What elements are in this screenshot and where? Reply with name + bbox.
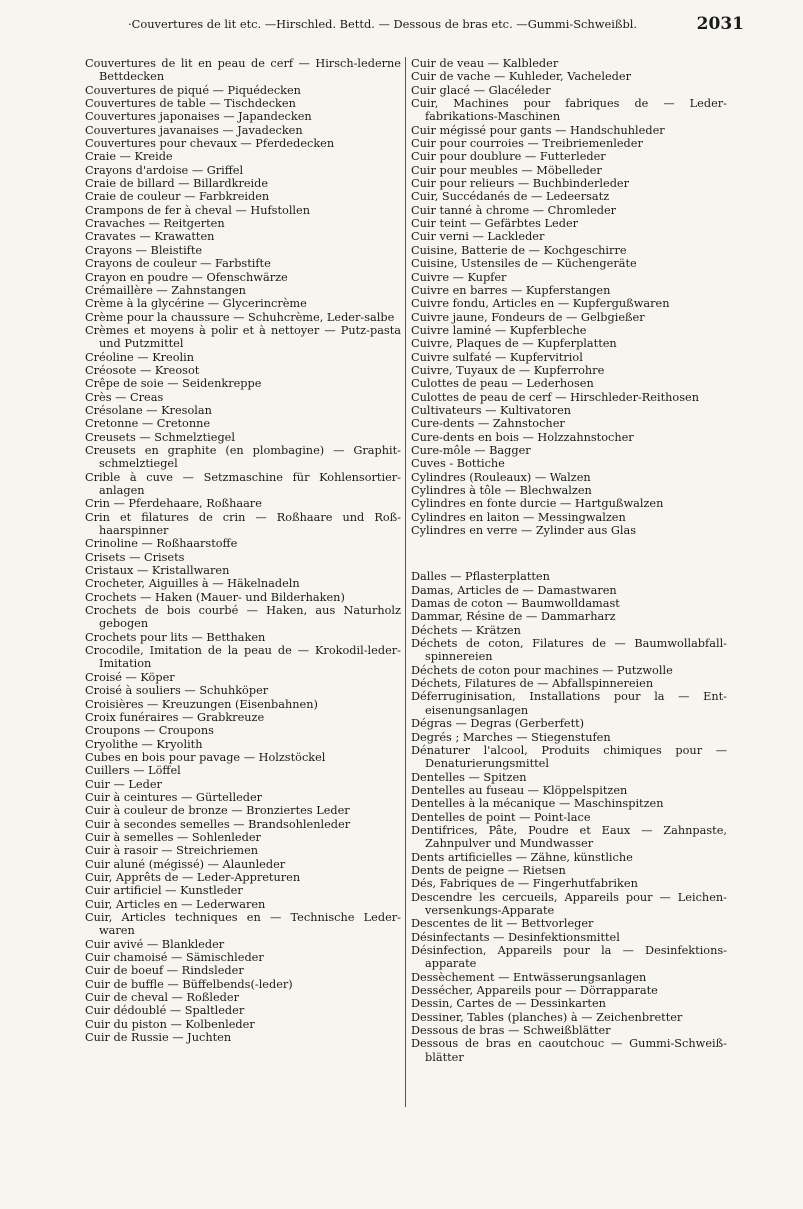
index-entry: Couvertures de lit en peau de cerf — Hirsch-lederne Bettdecken <box>85 57 401 84</box>
index-entry: Cuir pour doublure — Futterleder <box>411 150 606 164</box>
index-entry: Dessin, Cartes de — Dessinkarten <box>411 997 606 1011</box>
index-entry: Déchets de coton pour machines — Putzwolle <box>411 663 673 677</box>
index-entry: Cuivre laminé — Kupferbleche <box>411 323 587 337</box>
left-column <box>85 57 401 1044</box>
index-entry: Cuisine, Batterie de — Kochgeschirre <box>411 243 627 257</box>
index-entry: Cure-môle — Bagger <box>411 443 531 457</box>
index-entry: Cylindres en fonte durcie — Hartgußwalzen <box>411 497 664 511</box>
index-entry: Cravaches — Reitgerten <box>85 217 225 231</box>
index-entry: Crochets pour lits — Betthaken <box>85 630 266 644</box>
index-entry: Crèmes et moyens à polir et à nettoyer — Putz-pasta und Putzmittel <box>85 323 401 351</box>
index-entry: Dégras — Degras (Gerberfett) <box>411 717 585 731</box>
index-entry: Crocodile, Imitation de la peau de — Krokodil-leder-Imitation <box>85 644 401 671</box>
index-entry: Crisets — Crisets <box>85 550 185 564</box>
index-entry: Déchets de coton, Filatures de — Baumwollabfall-spinnereien <box>411 637 727 664</box>
index-entry: Descendre les cercueils, Appareils pour — Leichen-versenkungs-Apparate <box>411 890 727 917</box>
index-entry: Cuivre jaune, Fondeurs de — Gelbgießer <box>411 310 645 324</box>
index-entry: Dalles — Pflasterplatten <box>411 570 550 584</box>
page-number: 2031 <box>696 14 744 34</box>
index-entry: Creusets en graphite (en plombagine) — Graphit-schmelztiegel <box>85 443 401 471</box>
index-entry: Cuir pour relieurs — Buchbinderleder <box>411 177 630 191</box>
index-entry: Craie de billard — Billardkreide <box>85 177 269 191</box>
index-entry: Crème pour la chaussure — Schuhcrème, Leder-salbe <box>85 310 395 324</box>
index-entry: Cuir tanné à chrome — Chromleder <box>411 203 617 217</box>
column-divider <box>405 57 406 1107</box>
index-entry: Degrés ; Marches — Stiegenstufen <box>411 730 611 744</box>
index-entry: Croisé à souliers — Schuhköper <box>85 684 269 698</box>
index-entry: Créoline — Kreolin <box>85 350 195 364</box>
index-entry: Cuves - Bottiche <box>411 457 505 471</box>
index-entry: Crayons — Bleistifte <box>85 243 203 257</box>
index-entry: Dessiner, Tables (planches) à — Zeichenbretter <box>411 1010 683 1024</box>
index-entry: Dents de peigne — Rietsen <box>411 863 566 877</box>
index-entry: Croisé — Köper <box>85 670 175 684</box>
index-entry: Cuir de Russie — Juchten <box>85 1031 232 1045</box>
index-entry: Couvertures japonaises — Japandecken <box>85 110 312 124</box>
index-entry: Craie de couleur — Farbkreiden <box>85 190 270 204</box>
index-entry: Cuir verni — Lackleder <box>411 230 545 244</box>
index-entry: Dénaturer l'alcool, Produits chimiques pour — Denaturierungsmittel <box>411 743 727 771</box>
index-entry: Descentes de lit — Bettvorleger <box>411 917 594 931</box>
index-entry: Crinoline — Roßhaarstoffe <box>85 537 238 551</box>
index-entry: Cuir à semelles — Sohlenleder <box>85 830 261 844</box>
index-entry: Crampons de fer à cheval — Hufstollen <box>85 203 311 217</box>
index-entry: Dentifrices, Pâte, Poudre et Eaux — Zahnpaste, Zahnpulver und Mundwasser <box>411 823 727 851</box>
index-entry: Crin — Pferdehaare, Roßhaare <box>85 497 262 511</box>
index-entry: Dessèchement — Entwässerungsanlagen <box>411 970 647 984</box>
index-entry: Cuir mégissé pour gants — Handschuhleder <box>411 123 665 137</box>
index-entry: Dentelles au fuseau — Klöppelspitzen <box>411 783 628 797</box>
index-entry: Crésolane — Kresolan <box>85 403 212 417</box>
index-entry: Cuir de cheval — Roßleder <box>85 991 239 1005</box>
index-entry: Cuir, Machines pour fabriques de — Leder-fabrikations-Maschinen <box>411 97 727 124</box>
index-entry: Creusets — Schmelztiegel <box>85 430 235 444</box>
section-gap <box>411 537 727 570</box>
index-entry: Cuivre, Tuyaux de — Kupferrohre <box>411 363 605 377</box>
index-entry: Crémaillère — Zahnstangen <box>85 283 246 297</box>
index-entry: Cure-dents en bois — Holzzahnstocher <box>411 430 634 444</box>
index-entry: Cuivre, Plaques de — Kupferplatten <box>411 337 617 351</box>
index-entry: Croupons — Croupons <box>85 724 214 738</box>
index-entry: Couvertures de piqué — Piquédecken <box>85 83 301 97</box>
index-entry: Dammar, Résine de — Dammarharz <box>411 610 616 624</box>
index-entry: Culottes de peau — Lederhosen <box>411 377 594 391</box>
index-entry: Cuir glacé — Glacéleder <box>411 83 551 97</box>
index-entry: Crin et filatures de crin — Roßhaare und Roß-haarspinner <box>85 510 401 538</box>
index-entry: Dentelles — Spitzen <box>411 770 527 784</box>
index-entry: Cuir à secondes semelles — Brandsohlenleder <box>85 817 351 831</box>
index-entry: Cryolithe — Kryolith <box>85 737 203 751</box>
index-entry: Cylindres en laiton — Messingwalzen <box>411 510 626 524</box>
index-entry: Crayons d'ardoise — Griffel <box>85 163 244 177</box>
index-entry: Cuir à ceintures — Gürtelleder <box>85 790 263 804</box>
index-entry: Cuivre fondu, Articles en — Kupfergußwaren <box>411 297 670 311</box>
right-column-section-d <box>411 570 727 1064</box>
index-entry: Cuir chamoisé — Sämischleder <box>85 951 264 965</box>
index-entry: Cuir de veau — Kalbleder <box>411 57 559 70</box>
index-entry: Dessous de bras — Schweißblätter <box>411 1024 611 1038</box>
index-entry: Cylindres (Rouleaux) — Walzen <box>411 470 591 484</box>
index-entry: Cuir avivé — Blankleder <box>85 937 225 951</box>
index-entry: Cure-dents — Zahnstocher <box>411 417 565 431</box>
index-entry: Cuir du piston — Kolbenleder <box>85 1017 255 1031</box>
index-entry: Crocheter, Aiguilles à — Häkelnadeln <box>85 577 300 591</box>
index-entry: Cretonne — Cretonne <box>85 417 211 431</box>
index-entry: Crochets de bois courbé — Haken, aus Naturholz gebogen <box>85 604 401 631</box>
index-entry: Cravates — Krawatten <box>85 230 215 244</box>
index-entry: Crès — Creas <box>85 390 164 404</box>
index-entry: Cultivateurs — Kultivatoren <box>411 403 572 417</box>
index-entry: Cuir dédoublé — Spaltleder <box>85 1004 245 1018</box>
index-entry: Désinfection, Appareils pour la — Desinfektions-apparate <box>411 944 727 971</box>
index-entry: Cristaux — Kristallwaren <box>85 564 230 578</box>
index-entry: Damas de coton — Baumwolldamast <box>411 597 620 611</box>
index-entry: Déchets — Krätzen <box>411 623 521 637</box>
index-entry: Dessous de bras en caoutchouc — Gummi-Schweiß-blätter <box>411 1037 727 1064</box>
index-entry: Désinfectants — Desinfektionsmittel <box>411 930 620 944</box>
index-entry: Cuisine, Ustensiles de — Küchengeräte <box>411 257 637 271</box>
index-entry: Couvertures de table — Tischdecken <box>85 97 296 111</box>
index-entry: Cuir, Apprêts de — Leder-Appreturen <box>85 870 301 884</box>
index-entry: Culottes de peau de cerf — Hirschleder-Reithosen <box>411 390 699 404</box>
index-entry: Damas, Articles de — Damastwaren <box>411 583 617 597</box>
index-entry: Dents artificielles — Zähne, künstliche <box>411 850 633 864</box>
index-entry: Cuir — Leder <box>85 777 162 791</box>
right-column-section-c <box>411 57 727 537</box>
index-entry: Cuir pour meubles — Möbelleder <box>411 163 602 177</box>
index-entry: Cuir, Articles en — Lederwaren <box>85 897 266 911</box>
index-entry: Cuivre en barres — Kupferstangen <box>411 283 611 297</box>
index-entry: Cuir teint — Gefärbtes Leder <box>411 217 579 231</box>
index-entry: Cuir de buffle — Büffelbends(-leder) <box>85 977 293 991</box>
index-entry: Crochets — Haken (Mauer- und Bilderhaken) <box>85 590 345 604</box>
index-entry: Cuir aluné (mégissé) — Alaunleder <box>85 857 286 871</box>
index-entry: Dessécher, Appareils pour — Dörrapparate <box>411 984 658 998</box>
index-entry: Cylindres en verre — Zylinder aus Glas <box>411 524 637 538</box>
index-entry: Craie — Kreide <box>85 150 173 164</box>
index-entry: Cuir à rasoir — Streichriemen <box>85 844 259 858</box>
index-entry: Croisières — Kreuzungen (Eisenbahnen) <box>85 697 318 711</box>
index-entry: Crème à la glycérine — Glycerincrème <box>85 297 307 311</box>
index-entry: Cuir, Succédanés de — Ledeersatz <box>411 190 610 204</box>
index-entry: Cubes en bois pour pavage — Holzstöckel <box>85 750 326 764</box>
index-entry: Cuir artificiel — Kunstleder <box>85 884 243 898</box>
index-entry: Créosote — Kreosot <box>85 363 200 377</box>
index-entry: Cuillers — Löffel <box>85 764 181 778</box>
index-entry: Crible à cuve — Setzmaschine für Kohlensortier-anlagen <box>85 470 401 497</box>
right-column <box>411 57 727 1064</box>
index-entry: Croix funéraires — Grabkreuze <box>85 710 265 724</box>
index-entry: Déchets, Filatures de — Abfallspinnereien <box>411 677 654 691</box>
index-entry: Crêpe de soie — Seidenkreppe <box>85 377 262 391</box>
index-entry: Cuivre — Kupfer <box>411 270 507 284</box>
index-entry: Cylindres à tôle — Blechwalzen <box>411 484 592 497</box>
index-entry: Cuir pour courroies — Treibriemenleder <box>411 137 643 151</box>
index-entry: Cuir de boeuf — Rindsleder <box>85 964 244 978</box>
index-entry: Crayons de couleur — Farbstifte <box>85 257 271 271</box>
running-header: ·Couvertures de lit etc. —Hirschled. Bettd. — Dessous de bras etc. —Gummi-Schweißbl. <box>128 17 638 31</box>
index-entry: Dentelles de point — Point-lace <box>411 810 591 824</box>
index-entry: Déferruginisation, Installations pour la — Ent-eisenungsanlagen <box>411 690 727 717</box>
index-entry: Dentelles à la mécanique — Maschinspitzen <box>411 797 664 811</box>
index-entry: Dés, Fabriques de — Fingerhutfabriken <box>411 877 638 891</box>
index-entry: Crayon en poudre — Ofenschwärze <box>85 270 288 284</box>
index-entry: Cuir à couleur de bronze — Bronziertes Leder <box>85 804 350 818</box>
index-entry: Cuir de vache — Kuhleder, Vacheleder <box>411 70 631 84</box>
index-entry: Cuivre sulfaté — Kupfervitriol <box>411 350 583 364</box>
index-entry: Couvertures pour chevaux — Pferdedecken <box>85 137 335 151</box>
index-entry: Cuir, Articles techniques en — Technische Leder-waren <box>85 911 401 938</box>
index-entry: Couvertures javanaises — Javadecken <box>85 123 303 137</box>
